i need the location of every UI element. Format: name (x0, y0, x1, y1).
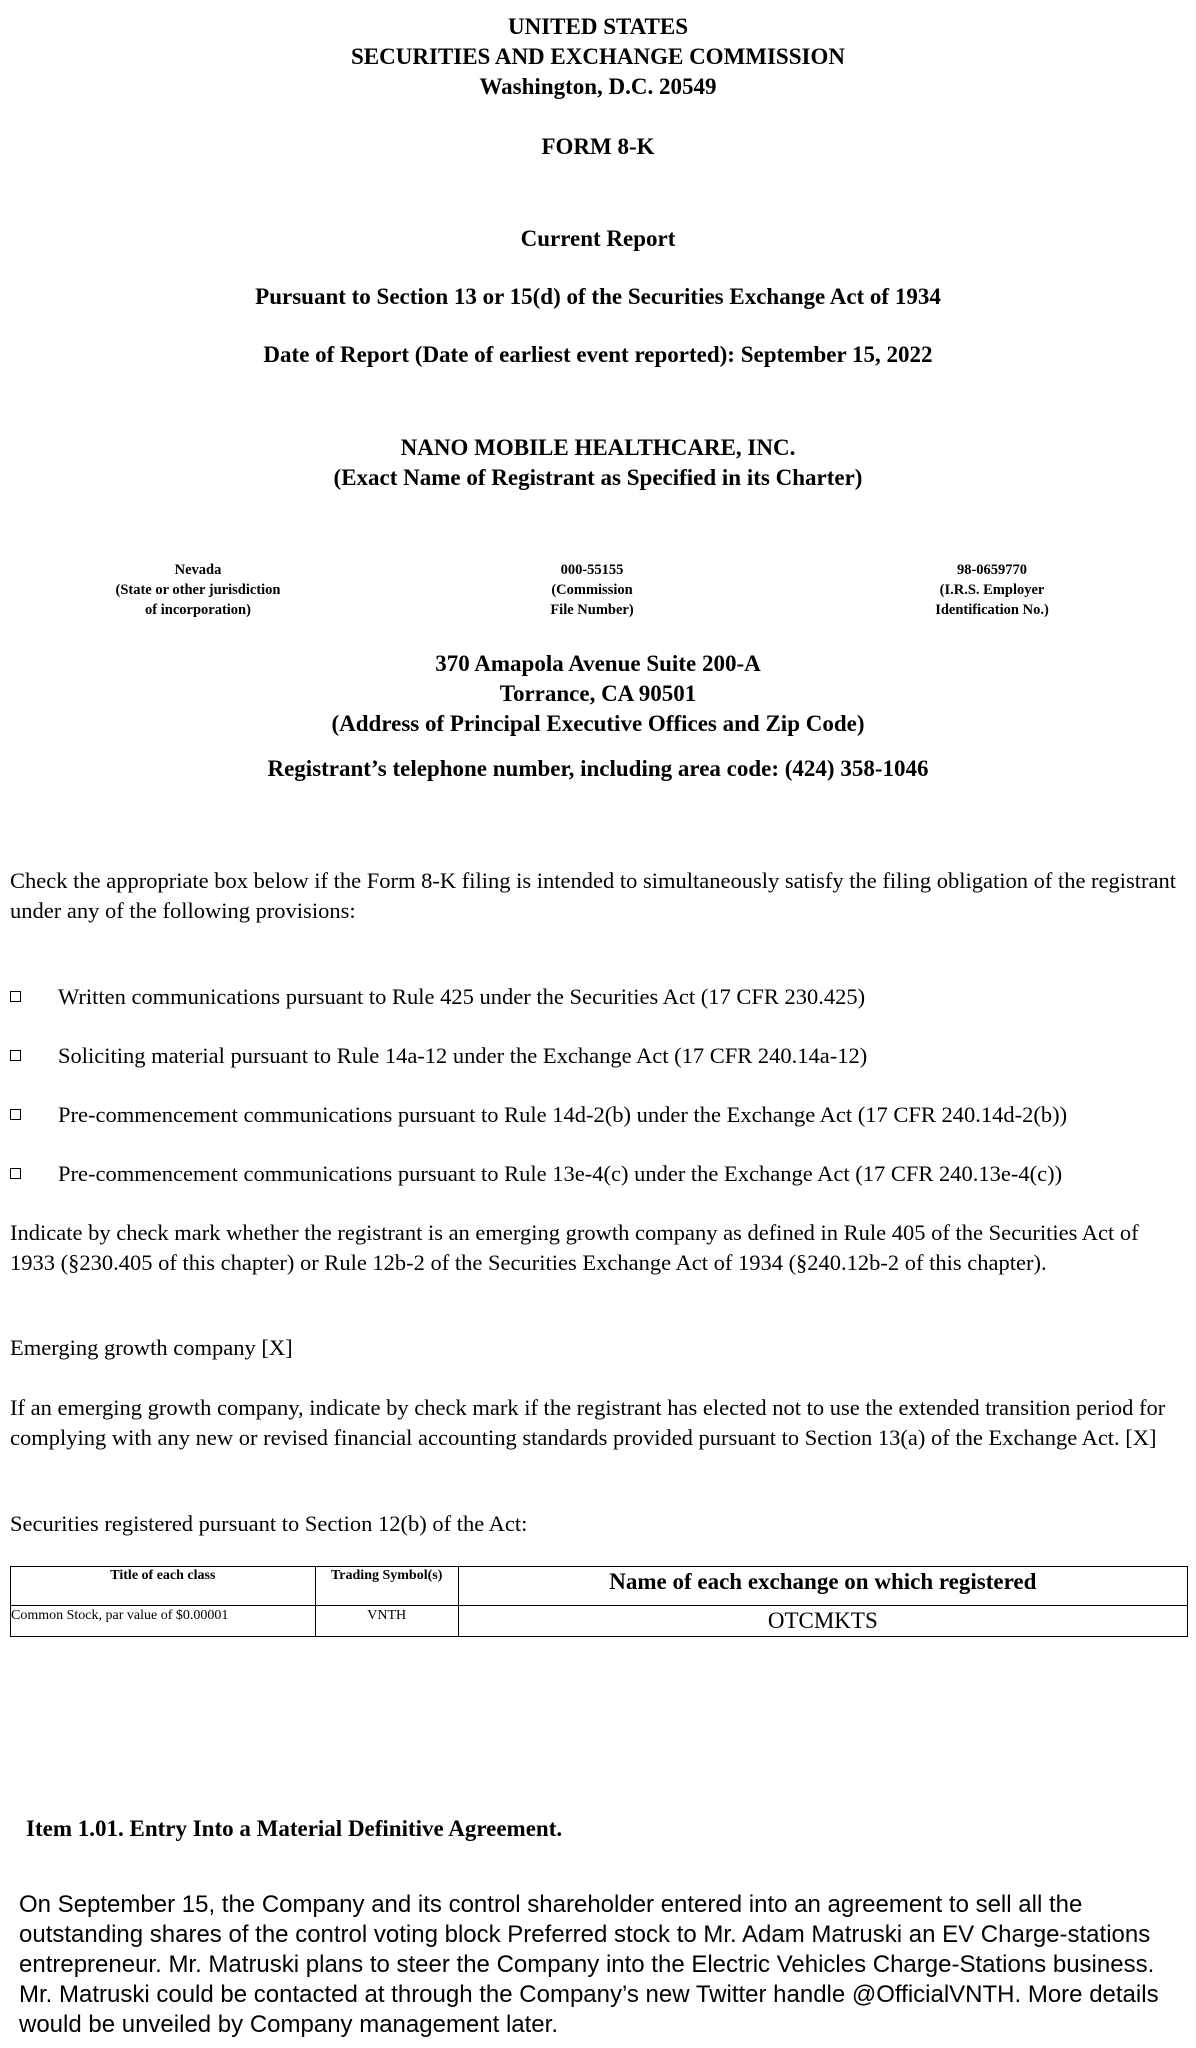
header-line-3: Washington, D.C. 20549 (479, 74, 717, 99)
checkbox-label: Pre-commencement communications pursuant to Rule 14d-2(b) under the Exchange Act (17 CFR 240.14d-2(b)) (58, 1102, 1068, 1127)
table-header-row (11, 1567, 1188, 1606)
checkbox-icon[interactable] (10, 991, 21, 1002)
registrant-telephone: Registrant’s telephone number, including area code: (424) 358-1046 (267, 756, 929, 781)
header-title-of-class: Title of each class (11, 1567, 316, 1606)
header-line-2: SECURITIES AND EXCHANGE COMMISSION (351, 44, 845, 69)
table-row (11, 1606, 1188, 1637)
checkbox-icon[interactable] (10, 1168, 21, 1179)
sec-header (0, 12, 1196, 102)
report-type: Current Report (520, 226, 676, 251)
checkbox-icon[interactable] (10, 1109, 21, 1120)
date-of-report: Date of Report (Date of earliest event reported): September 15, 2022 (263, 342, 933, 367)
form-title: FORM 8-K (541, 134, 655, 159)
info-value: 000-55155 (560, 562, 624, 578)
registrant-block (0, 433, 1196, 493)
address-line-2: Torrance, CA 90501 (499, 681, 697, 706)
address-caption: (Address of Principal Executive Offices and Zip Code) (331, 711, 865, 736)
item-title: Item 1.01. Entry Into a Material Definitive Agreement. (26, 1816, 563, 1841)
cell-trading-symbol: VNTH (315, 1606, 458, 1637)
checkbox-label: Written communications pursuant to Rule 425 under the Securities Act (17 CFR 230.425) (58, 984, 866, 1009)
registrant-name-caption: (Exact Name of Registrant as Specified in its Charter) (333, 465, 863, 490)
cell-title-of-class: Common Stock, par value of $0.00001 (11, 1606, 316, 1637)
state-of-incorporation (38, 560, 358, 620)
address-line-1: 370 Amapola Avenue Suite 200-A (435, 651, 761, 676)
info-caption: (I.R.S. Employer (939, 582, 1045, 598)
info-caption: (State or other jurisdiction (115, 582, 281, 598)
address-block (0, 649, 1196, 739)
info-caption: of incorporation) (145, 602, 251, 618)
agreement-text: On September 15, the Company and its control shareholder entered into an agreement to sell all the outstanding shares of the control voting block Preferred stock to Mr. Adam Matruski an EV Charge-stations entrepreneur. Mr. Matruski plans to steer the Company into the Electric Vehicles Charge-Stations business. Mr. Matruski could be contacted at through the Company’s new Twitter handle @OfficialVNTH. More details would be unveiled by Company management later. (19, 1891, 1159, 2038)
registrant-name: NANO MOBILE HEALTHCARE, INC. (400, 435, 796, 460)
header-trading-symbol: Trading Symbol(s) (315, 1567, 458, 1606)
header-line-1: UNITED STATES (507, 14, 688, 39)
checkbox-label: Pre-commencement communications pursuant to Rule 13e-4(c) under the Exchange Act (17 CFR 240.13e-4(c)) (58, 1161, 1063, 1186)
securities-table (10, 1566, 1188, 1637)
check-intro: Check the appropriate box below if the Form 8-K filing is intended to simultaneously satisfy the filing obligation of the registrant under any of the following provisions: (10, 868, 1177, 923)
checkbox-label: Soliciting material pursuant to Rule 14a-12 under the Exchange Act (17 CFR 240.14a-12) (58, 1043, 868, 1068)
egc-indicate: Indicate by check mark whether the registrant is an emerging growth company as defined in Rule 405 of the Securities Act of 1933 (§230.405 of this chapter) or Rule 12b-2 of the Securities Exchange Act of 1934 (§240.12b-2 of this chapter). (10, 1220, 1139, 1275)
egc-status: Emerging growth company [X] (10, 1335, 293, 1360)
commission-file-number (432, 560, 752, 620)
info-caption: Identification No.) (935, 602, 1049, 618)
transition-election: If an emerging growth company, indicate by check mark if the registrant has elected not to use the extended transition period for complying with any new or revised financial accounting standards provided pursuant to Section 13(a) of the Exchange Act. [X] (10, 1395, 1166, 1450)
cell-exchange-name: OTCMKTS (458, 1606, 1187, 1637)
info-caption: File Number) (550, 602, 634, 618)
checkbox-icon[interactable] (10, 1050, 21, 1061)
irs-employer-id (832, 560, 1152, 620)
info-value: 98-0659770 (956, 562, 1028, 578)
header-exchange-name: Name of each exchange on which registered (458, 1567, 1187, 1606)
info-value: Nevada (174, 562, 222, 578)
securities-intro: Securities registered pursuant to Section 12(b) of the Act: (10, 1511, 528, 1536)
pursuant-line: Pursuant to Section 13 or 15(d) of the Securities Exchange Act of 1934 (255, 284, 941, 309)
info-caption: (Commission (551, 582, 633, 598)
